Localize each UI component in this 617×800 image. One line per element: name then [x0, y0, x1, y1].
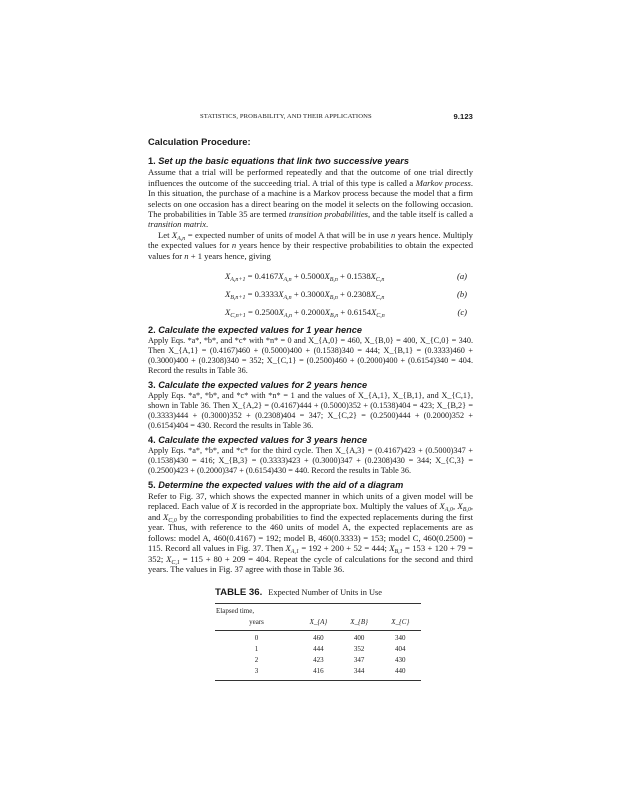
- step-5-paragraph: Refer to Fig. 37, which shows the expected manner in which units of a given model will be replaced. Each value of X is recorded in the appropriate box. Multiply the values of $X_{A,0}$, $X_{B,0}$, and $X_{C,0}$ by the corresponding probabilities to find the expected replacements during the first year. Thus, with reference to the 460 units of model A, the expected replacements are as follows: model A, 460(0.4167) = 192; model B, 460(0.3333) = 153; model C, 460(0.2500) = 115. Record all values in Fig. 37. Then $X_{A,1} = 192 + 200 + 52 = 444$; $X_{B,1} = 153 + 120 + 79 = 352$; $X_{C,1} = 115 + 80 + 209 = 404$. Repeat the cycle of calculations for the second and third years. The values in Fig. 37 agree with those in Table 36.: [148, 491, 474, 574]
- column-header-time: Elapsed time,: [216, 606, 255, 615]
- table-label: TABLE 36.: [215, 587, 263, 599]
- column-header-years: years: [215, 617, 298, 631]
- equation-a: [148, 267, 473, 285]
- column-header-xb: X_{B}: [350, 617, 368, 626]
- table-row: [215, 644, 421, 655]
- step-title: Determine the expected values with the aid of a diagram: [158, 480, 404, 491]
- step-3-paragraph: Apply Eqs. *a*, *b*, and *c* with *n* = 1 and the values of X_{A,1}, X_{B,1}, and X_{C,1}, shown in Table 36. Then X_{A,2} = (0.4167)444 + (0.5000)352 + (0.1538)404 = 423; X_{B,2} = (0.3333)444 + (0.3000)352 + (0.2308)404 = 347; X_{C,2} = (0.2500)444 + (0.2000)352 + (0.6154)404 = 430. Record the results in Table 36.: [148, 391, 473, 431]
- table-cell: 3: [254, 666, 259, 675]
- step-title: Calculate the expected values for 1 year hence: [158, 325, 362, 336]
- equation-text: $X_{A,n+1} = 0.4167X_{A,n} + 0.5000X_{B,n} + 0.1538X_{C,n}$: [225, 270, 385, 283]
- table-36: [215, 588, 421, 680]
- step-2-heading: [148, 325, 473, 336]
- table-cell: 404: [394, 644, 406, 653]
- section-heading: Calculation Procedure:: [148, 136, 251, 147]
- data-table: [215, 603, 421, 681]
- equation-label: (b): [456, 288, 467, 299]
- step-5-heading: [148, 480, 473, 491]
- table-cell: 352: [353, 644, 365, 653]
- document-page: [148, 112, 473, 681]
- table-cell: 1: [254, 644, 259, 653]
- table-cell: 2: [254, 655, 259, 664]
- running-head: [148, 112, 473, 124]
- step-4-heading: [148, 435, 473, 446]
- table-row: [215, 630, 421, 644]
- table-cell: 423: [313, 655, 324, 664]
- equations: [148, 267, 473, 321]
- step-number: 3.: [148, 380, 156, 391]
- running-head-title: STATISTICS, PROBABILITY, AND THEIR APPLICATIONS: [200, 113, 372, 120]
- step-number: 5.: [148, 480, 156, 491]
- table-body: [215, 630, 421, 680]
- step-2-paragraph: Apply Eqs. *a*, *b*, and *c* with *n* = 0 and X_{A,0} = 460, X_{B,0} = 400, X_{C,0} = 340. Then X_{A,1} = (0.4167)460 + (0.5000)400 + (0.1538)340 = 444; X_{B,1} = (0.3333)460 + (0.3000)400 + (0.2308)340 = 352; X_{C,1} = (0.2500)460 + (0.2000)400 + (0.6154)340 = 404. Record the results in Table 36.: [148, 336, 473, 376]
- step-1-paragraph-2: Let $X_{A,n}$ = expected number of units of model A that will be in use n years hence. Multiply the expected values for n years hence by their respective probabilities to obtain the expected values for n + 1 years hence, giving: [148, 229, 473, 261]
- column-header-xa: X_{A}: [309, 617, 328, 626]
- table-cell: 344: [353, 666, 365, 675]
- step-title: Calculate the expected values for 2 years hence: [158, 380, 368, 391]
- table-cell: 430: [394, 655, 406, 664]
- column-header-xc: X_{C}: [391, 617, 410, 626]
- step-title: Set up the basic equations that link two successive years: [158, 156, 409, 167]
- table-row: [215, 655, 421, 666]
- table-cell: 460: [313, 633, 324, 642]
- table-cell: 340: [394, 633, 406, 642]
- table-row: [215, 666, 421, 681]
- equation-c: [148, 303, 473, 321]
- table-caption: [215, 588, 421, 598]
- equation-text: $X_{C,n+1} = 0.2500X_{A,n} + 0.2000X_{B,n} + 0.6154X_{C,n}$: [225, 306, 385, 319]
- equation-label: (c): [457, 306, 467, 317]
- step-1-heading: [148, 156, 473, 167]
- table-cell: 440: [394, 666, 406, 675]
- equation-text: $X_{B,n+1} = 0.3333X_{A,n} + 0.3000X_{B,n} + 0.2308X_{C,n}$: [225, 288, 385, 301]
- page-number: 9.123: [453, 112, 473, 121]
- step-3-heading: [148, 380, 473, 391]
- step-4-paragraph: Apply Eqs. *a*, *b*, and *c* for the third cycle. Then X_{A,3} = (0.4167)423 + (0.5000)347 + (0.1538)430 = 416; X_{B,3} = (0.3333)423 + (0.3000)347 + (0.2308)430 = 344; X_{C,3} = (0.2500)423 + (0.2000)347 + (0.6154)430 = 440. Record the results in Table 36.: [148, 446, 473, 476]
- equation-label: (a): [456, 270, 467, 281]
- step-number: 4.: [148, 435, 156, 446]
- table-cell: 0: [254, 633, 259, 642]
- step-number: 1.: [148, 156, 156, 167]
- table-caption-text: Expected Number of Units in Use: [268, 588, 382, 598]
- step-1-paragraph: Assume that a trial will be performed repeatedly and that the outcome of one trial directly influences the outcome of the succeeding trial. A trial of this type is called a Markov process. In this situation, the purchase of a machine is a Markov process because the model that a firm selects on one occasion has a direct bearing on the model it selects on the following occasion. The probabilities in Table 35 are termed transition probabilities, and the table itself is called a transition matrix.: [148, 167, 474, 230]
- table-cell: 400: [353, 633, 365, 642]
- step-title: Calculate the expected values for 3 years hence: [158, 435, 368, 446]
- table-cell: 347: [353, 655, 365, 664]
- step-number: 2.: [148, 325, 156, 336]
- equation-b: [148, 285, 473, 303]
- table-cell: 416: [313, 666, 324, 675]
- table-cell: 444: [313, 644, 324, 653]
